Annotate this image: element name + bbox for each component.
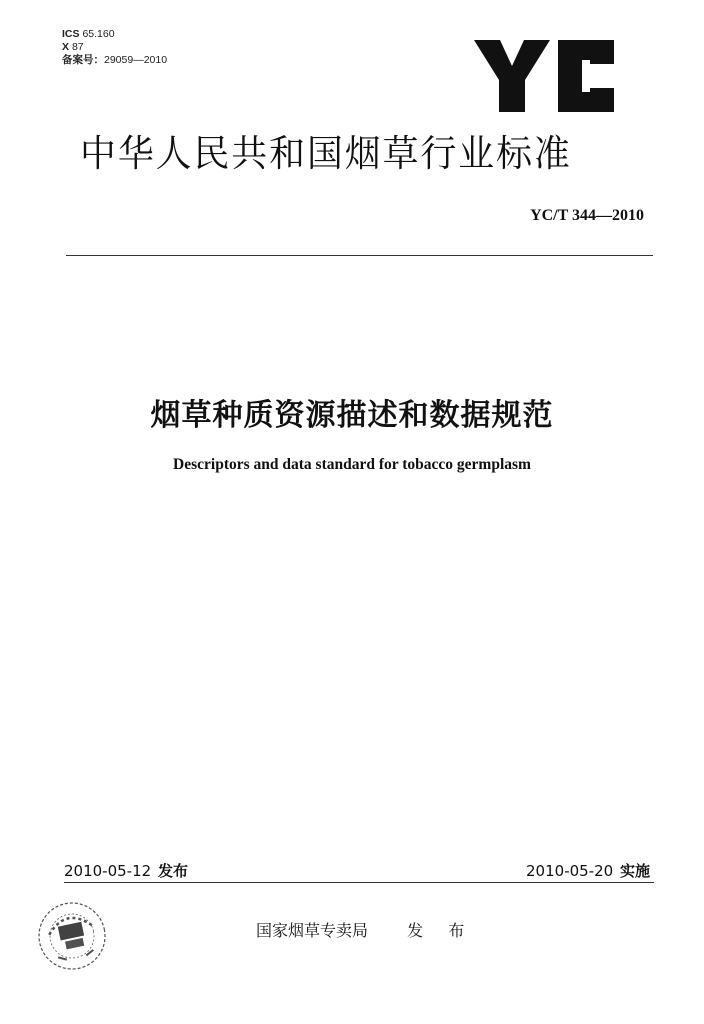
document-title-en: Descriptors and data standard for tobacco germplasm <box>173 456 531 473</box>
ics-label: ICS <box>62 28 80 40</box>
standard-number: YC/T 344—2010 <box>530 207 644 224</box>
issue-date: 2010-05-12 <box>64 862 152 880</box>
org-title: 中华人民共和国烟草行业标准 <box>80 132 572 175</box>
issuer-line <box>256 918 474 941</box>
implement-date-line <box>526 860 650 881</box>
record-value: 29059—2010 <box>104 54 168 66</box>
yc-logo <box>474 40 614 112</box>
publisher-stamp-seal <box>29 893 114 978</box>
issuer-name: 国家烟草专卖局 <box>256 921 369 940</box>
ics-value: 65.160 <box>82 28 115 40</box>
issue-action: 发布 <box>157 862 188 880</box>
ics-line <box>62 28 167 41</box>
class-value: 87 <box>71 41 84 53</box>
issue-date-line <box>64 860 188 881</box>
implement-date: 2010-05-20 <box>526 862 614 880</box>
logo-letter-y <box>474 40 550 112</box>
document-title-zh: 烟草种质资源描述和数据规范 <box>150 398 554 433</box>
implement-action: 实施 <box>619 862 650 880</box>
record-line <box>62 54 167 67</box>
issuer-action: 发 布 <box>407 921 475 940</box>
logo-letter-c <box>558 40 614 112</box>
class-line <box>62 41 167 54</box>
record-label: 备案号： <box>62 54 104 66</box>
bottom-divider <box>64 882 654 883</box>
classification-block <box>62 28 167 67</box>
top-divider <box>66 255 653 256</box>
class-label: X <box>62 41 70 53</box>
